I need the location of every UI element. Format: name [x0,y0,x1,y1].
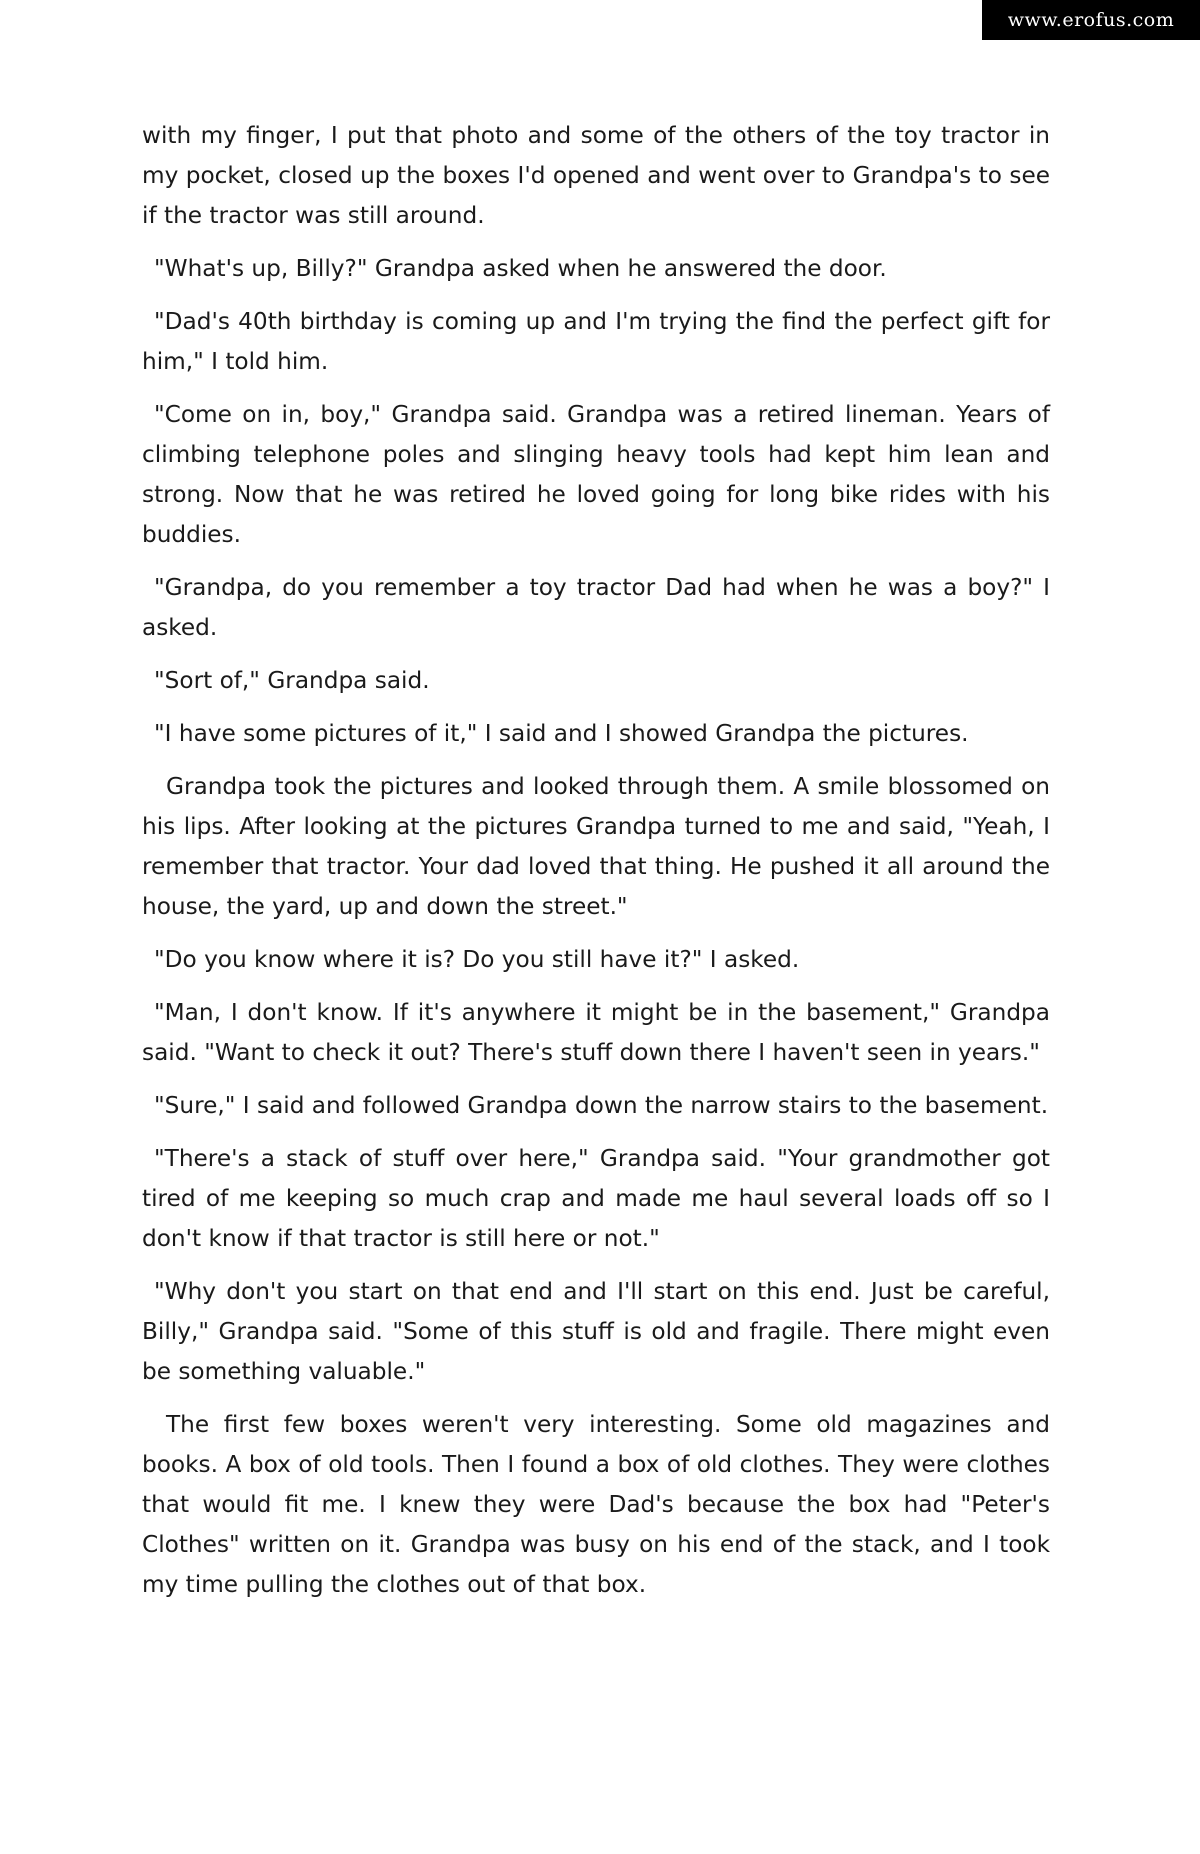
story-paragraph: "Sure," I said and followed Grandpa down the narrow stairs to the basement. [154,1092,1049,1119]
story-text [142,116,1050,1618]
story-paragraph: The first few boxes weren't very interesting. Some old magazines and books. A box of old tools. Then I found a box of old clothes. They were clothes that would fit me. I knew they were Dad's because the box had "Peter's Clothes" written on it. Grandpa was busy on his end of the stack, and I took my time pulling the clothes out of that box. [142,1411,1050,1598]
story-paragraph: "What's up, Billy?" Grandpa asked when he answered the door. [154,255,887,282]
story-paragraph: "Do you know where it is? Do you still have it?" I asked. [154,946,800,973]
story-paragraph: "Sort of," Grandpa said. [154,667,430,694]
story-paragraph: "I have some pictures of it," I said and I showed Grandpa the pictures. [154,720,969,747]
story-paragraph: "Man, I don't know. If it's anywhere it might be in the basement," Grandpa said. "Want to check it out? There's stuff down there I haven't seen in years." [142,999,1050,1066]
story-paragraph: Grandpa took the pictures and looked through them. A smile blossomed on his lips. After looking at the pictures Grandpa turned to me and said, "Yeah, I remember that tractor. Your dad loved that thing. He pushed it all around the house, the yard, up and down the street." [142,773,1050,920]
story-paragraph: "Come on in, boy," Grandpa said. Grandpa was a retired lineman. Years of climbing telephone poles and slinging heavy tools had kept him lean and strong. Now that he was retired he loved going for long bike rides with his buddies. [142,401,1050,548]
site-watermark: www.erofus.com [982,0,1200,40]
story-paragraph: "Why don't you start on that end and I'll start on this end. Just be careful, Billy," Grandpa said. "Some of this stuff is old and fragile. There might even be something valuable." [142,1278,1050,1385]
story-paragraph: "Dad's 40th birthday is coming up and I'm trying the find the perfect gift for him," I told him. [142,308,1050,375]
story-paragraph: "There's a stack of stuff over here," Grandpa said. "Your grandmother got tired of me keeping so much crap and made me haul several loads off so I don't know if that tractor is still here or not." [142,1145,1050,1252]
story-paragraph: "Grandpa, do you remember a toy tractor Dad had when he was a boy?" I asked. [142,574,1050,641]
story-paragraph: with my finger, I put that photo and some of the others of the toy tractor in my pocket, closed up the boxes I'd opened and went over to Grandpa's to see if the tractor was still around. [142,122,1050,229]
